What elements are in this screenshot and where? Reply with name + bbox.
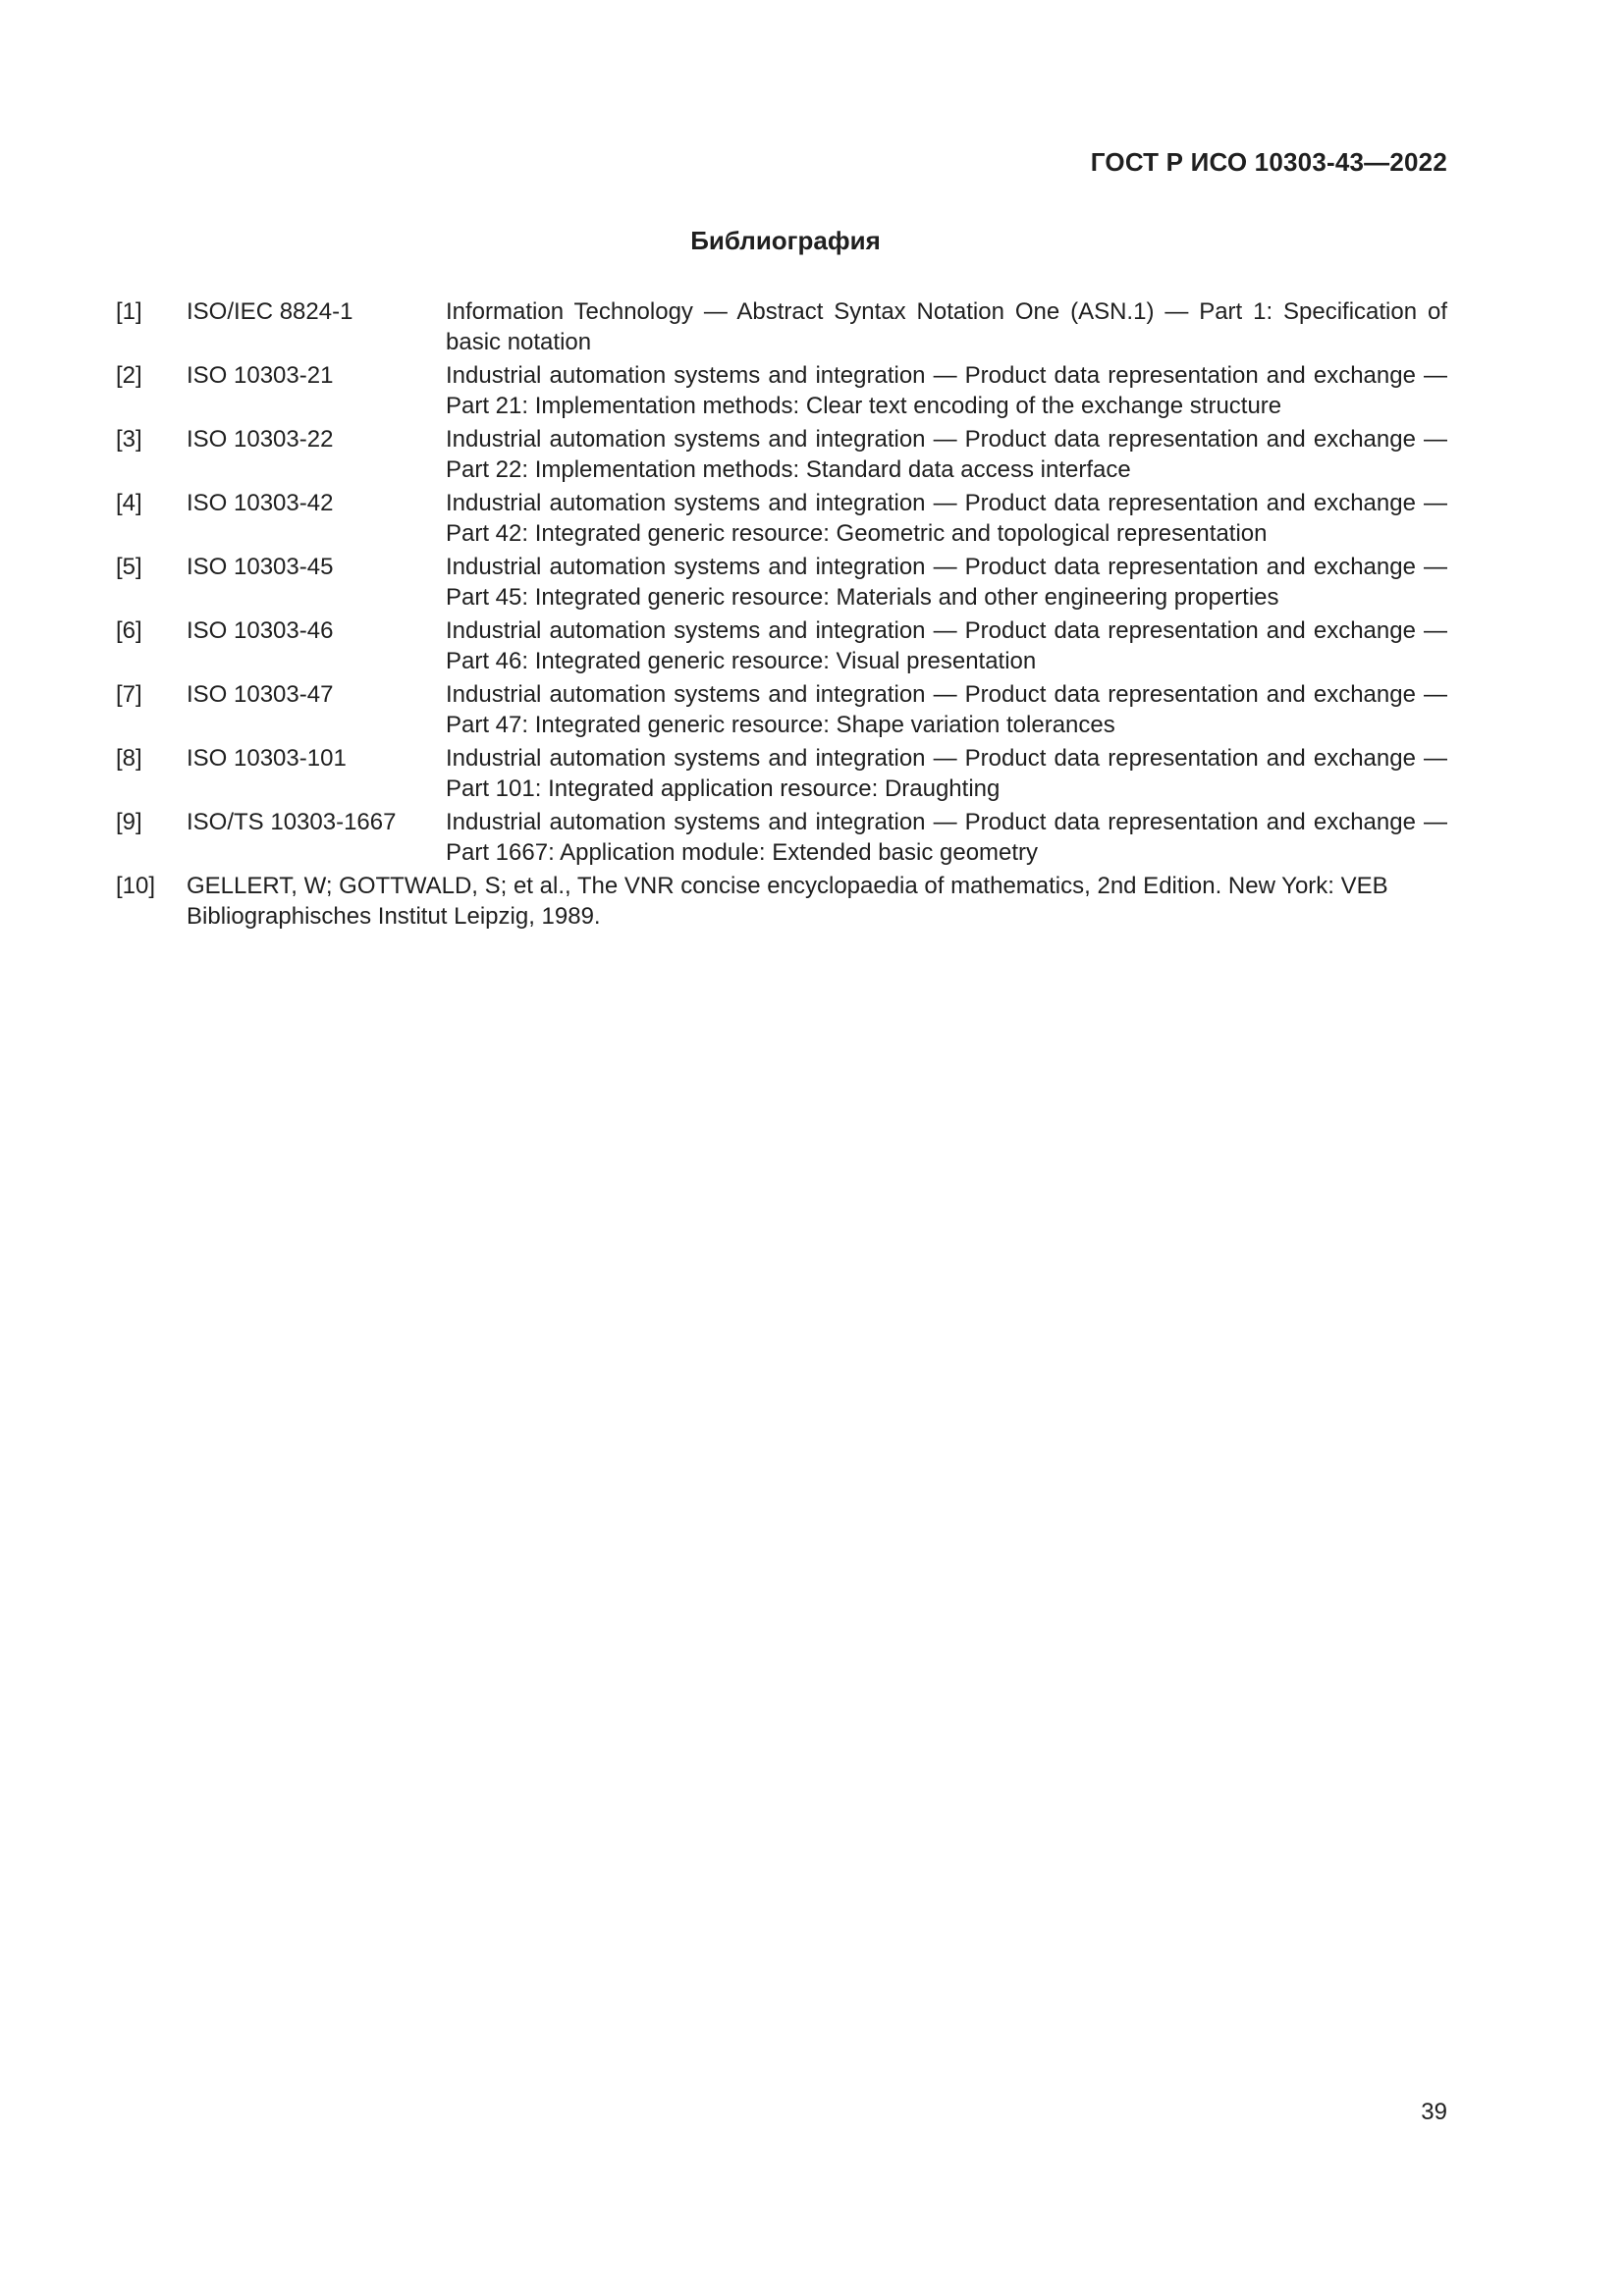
bibliography-entry xyxy=(116,488,1447,549)
standard-code: ISO 10303-46 xyxy=(187,617,334,644)
bibliography-entry xyxy=(116,296,1447,357)
bibliography-entry xyxy=(116,615,1447,676)
document-header: ГОСТ Р ИСО 10303-43—2022 xyxy=(1090,147,1447,177)
entry-number: [3] xyxy=(116,426,142,453)
entry-number: [8] xyxy=(116,745,142,772)
entry-number: [4] xyxy=(116,490,142,516)
entry-title: Industrial automation systems and integration — Product data representation and exchange — Part 101: Integrated application resource: Draughting xyxy=(446,745,1447,802)
standard-code: ISO/TS 10303-1667 xyxy=(187,809,397,835)
standard-code: ISO 10303-21 xyxy=(187,362,334,389)
entry-title: Industrial automation systems and integration — Product data representation and exchange — Part 47: Integrated generic resource: Shape variation tolerances xyxy=(446,681,1447,738)
entry-title: Industrial automation systems and integration — Product data representation and exchange — Part 46: Integrated generic resource: Visual presentation xyxy=(446,617,1447,674)
entry-number: [10] xyxy=(116,873,156,899)
bibliography-entry xyxy=(116,424,1447,485)
entry-number: [1] xyxy=(116,298,142,325)
entry-number: [7] xyxy=(116,681,142,708)
standard-code: ISO/IEC 8824-1 xyxy=(187,298,353,325)
standard-code: ISO 10303-42 xyxy=(187,490,334,516)
bibliography-entry xyxy=(116,679,1447,740)
entry-number: [2] xyxy=(116,362,142,389)
bibliography-entry xyxy=(116,807,1447,868)
bibliography-entry xyxy=(116,552,1447,613)
entry-title: Industrial automation systems and integration — Product data representation and exchange — Part 45: Integrated generic resource: Materials and other engineering properties xyxy=(446,554,1447,611)
entry-title: Industrial automation systems and integration — Product data representation and exchange — Part 21: Implementation methods: Clear text encoding of the exchange structure xyxy=(446,362,1447,419)
entry-number: [5] xyxy=(116,554,142,580)
standard-code: ISO 10303-47 xyxy=(187,681,334,708)
entry-title: Industrial automation systems and integration — Product data representation and exchange — Part 42: Integrated generic resource: Geometric and topological representation xyxy=(446,490,1447,547)
standard-code: ISO 10303-45 xyxy=(187,554,334,580)
standard-code: ISO 10303-101 xyxy=(187,745,347,772)
standard-code: ISO 10303-22 xyxy=(187,426,334,453)
entry-number: [9] xyxy=(116,809,142,835)
section-title: Библиография xyxy=(690,226,881,255)
entry-number: [6] xyxy=(116,617,142,644)
bibliography-entry xyxy=(116,743,1447,804)
entry-title: GELLERT, W; GOTTWALD, S; et al., The VNR concise encyclopaedia of mathematics, 2nd Edition. New York: VEB Bibliographisches Institut Leipzig, 1989. xyxy=(187,873,1388,930)
entry-title: Industrial automation systems and integration — Product data representation and exchange — Part 22: Implementation methods: Standard data access interface xyxy=(446,426,1447,483)
bibliography-entry xyxy=(116,871,1447,932)
page-number: 39 xyxy=(1421,2099,1447,2125)
bibliography-entry xyxy=(116,360,1447,421)
entry-title: Information Technology — Abstract Syntax Notation One (ASN.1) — Part 1: Specification of basic notation xyxy=(446,298,1447,355)
entry-title: Industrial automation systems and integration — Product data representation and exchange — Part 1667: Application module: Extended basic geometry xyxy=(446,809,1447,866)
bibliography-list xyxy=(116,296,1447,934)
